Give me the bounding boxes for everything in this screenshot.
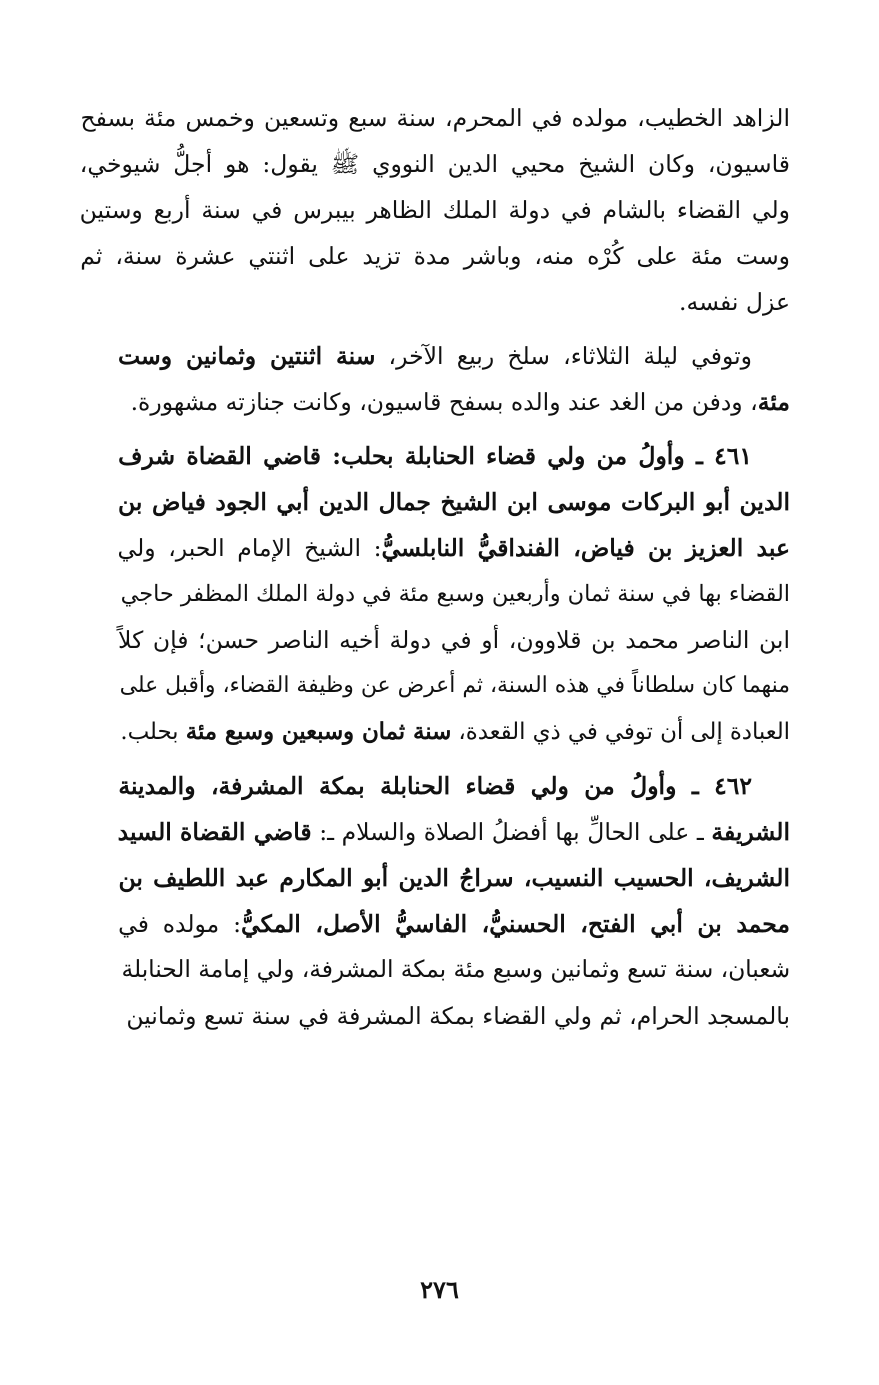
bold-text-run: الدين أبو البركات موسى ابن الشيخ جمال الدين أبي الجود فياض بن — [117, 488, 790, 516]
bold-text-run: سنة اثنتين وثمانين وست — [117, 342, 376, 370]
text-line — [80, 617, 790, 663]
text-run: منهما كان سلطاناً في هذه السنة، ثم أعرض عن وظيفة القضاء، وأقبل على — [119, 673, 790, 698]
text-run: وست مئة على كُرْه منه، وباشر مدة تزيد على اثنتي عشرة سنة، ثم — [80, 242, 790, 270]
text-line — [80, 433, 790, 479]
text-run: العبادة إلى أن توفي في ذي القعدة، — [451, 719, 790, 745]
paragraph — [80, 333, 790, 425]
bold-text-run: ٤٦١ ـ وأولُ من ولي قضاء الحنابلة بحلب: قاضي القضاة شرف — [118, 442, 752, 470]
text-line — [80, 141, 790, 187]
text-line — [80, 333, 790, 379]
bold-text-run: الشريفة — [711, 818, 790, 846]
text-run: شعبان، سنة تسع وثمانين وسبع مئة بمكة المشرفة، ولي إمامة الحنابلة — [121, 956, 790, 983]
text-run: عزل نفسه. — [679, 288, 790, 316]
text-line — [80, 809, 790, 855]
text-line — [80, 663, 790, 709]
text-line — [80, 763, 790, 809]
text-line — [80, 709, 790, 755]
text-run: : مولده في — [118, 910, 241, 938]
bold-text-run: مئة — [757, 388, 790, 416]
text-line — [80, 187, 790, 233]
text-run: الزاهد الخطيب، مولده في المحرم، سنة سبع وتسعين وخمس مئة بسفح — [80, 104, 790, 132]
text-run: القضاء بها في سنة ثمان وأربعين وسبع مئة في دولة الملك المظفر حاجي — [120, 581, 790, 607]
text-line — [80, 279, 790, 325]
bold-text-run: الشريف، الحسيب النسيب، سراجُ الدين أبو المكارم عبد اللطيف بن — [118, 864, 790, 892]
text-run: ابن الناصر محمد بن قلاوون، أو في دولة أخيه الناصر حسن؛ فإن كلاً — [118, 626, 790, 654]
text-line — [80, 525, 790, 571]
paragraph — [80, 95, 790, 325]
text-run: : الشيخ الإمام الحبر، ولي — [117, 534, 382, 562]
bold-text-run: سنة ثمان وسبعين وسبع مئة — [185, 719, 452, 745]
text-line — [80, 379, 790, 425]
text-line — [80, 233, 790, 279]
body-text — [80, 95, 790, 1039]
text-line — [80, 901, 790, 947]
text-run: بحلب. — [120, 719, 186, 745]
text-line — [80, 95, 790, 141]
text-run: وتوفي ليلة الثلاثاء، سلخ ربيع الآخر، — [375, 342, 752, 370]
text-run: ولي القضاء بالشام في دولة الملك الظاهر بيبرس في سنة أربع وستين — [80, 196, 790, 224]
text-line — [80, 947, 790, 993]
text-line — [80, 479, 790, 525]
bold-text-run: قاضي القضاة السيد — [117, 818, 312, 846]
text-run: قاسيون، وكان الشيخ محيي الدين النووي ﷺ يقول: هو أجلُّ شيوخي، — [80, 150, 790, 178]
bold-text-run: ٤٦٢ ـ وأولُ من ولي قضاء الحنابلة بمكة المشرفة، والمدينة — [118, 772, 752, 800]
text-line — [80, 993, 790, 1039]
text-run: ، ودفن من الغد عند والده بسفح قاسيون، وكانت جنازته مشهورة. — [130, 388, 758, 416]
text-run: ـ على الحالِّ بها أفضلُ الصلاة والسلام ـ: — [311, 818, 712, 846]
text-line — [80, 855, 790, 901]
bold-text-run: عبد العزيز بن فياض، الفنداقيُّ النابلسيُّ — [381, 534, 790, 562]
paragraph — [80, 433, 790, 755]
text-line — [80, 571, 790, 617]
page-number: ٢٧٦ — [420, 1275, 459, 1304]
bold-text-run: محمد بن أبي الفتح، الحسنيُّ، الفاسيُّ الأصل، المكيُّ — [241, 910, 790, 938]
text-run: بالمسجد الحرام، ثم ولي القضاء بمكة المشرفة في سنة تسع وثمانين — [126, 1002, 790, 1030]
paragraph — [80, 763, 790, 1039]
